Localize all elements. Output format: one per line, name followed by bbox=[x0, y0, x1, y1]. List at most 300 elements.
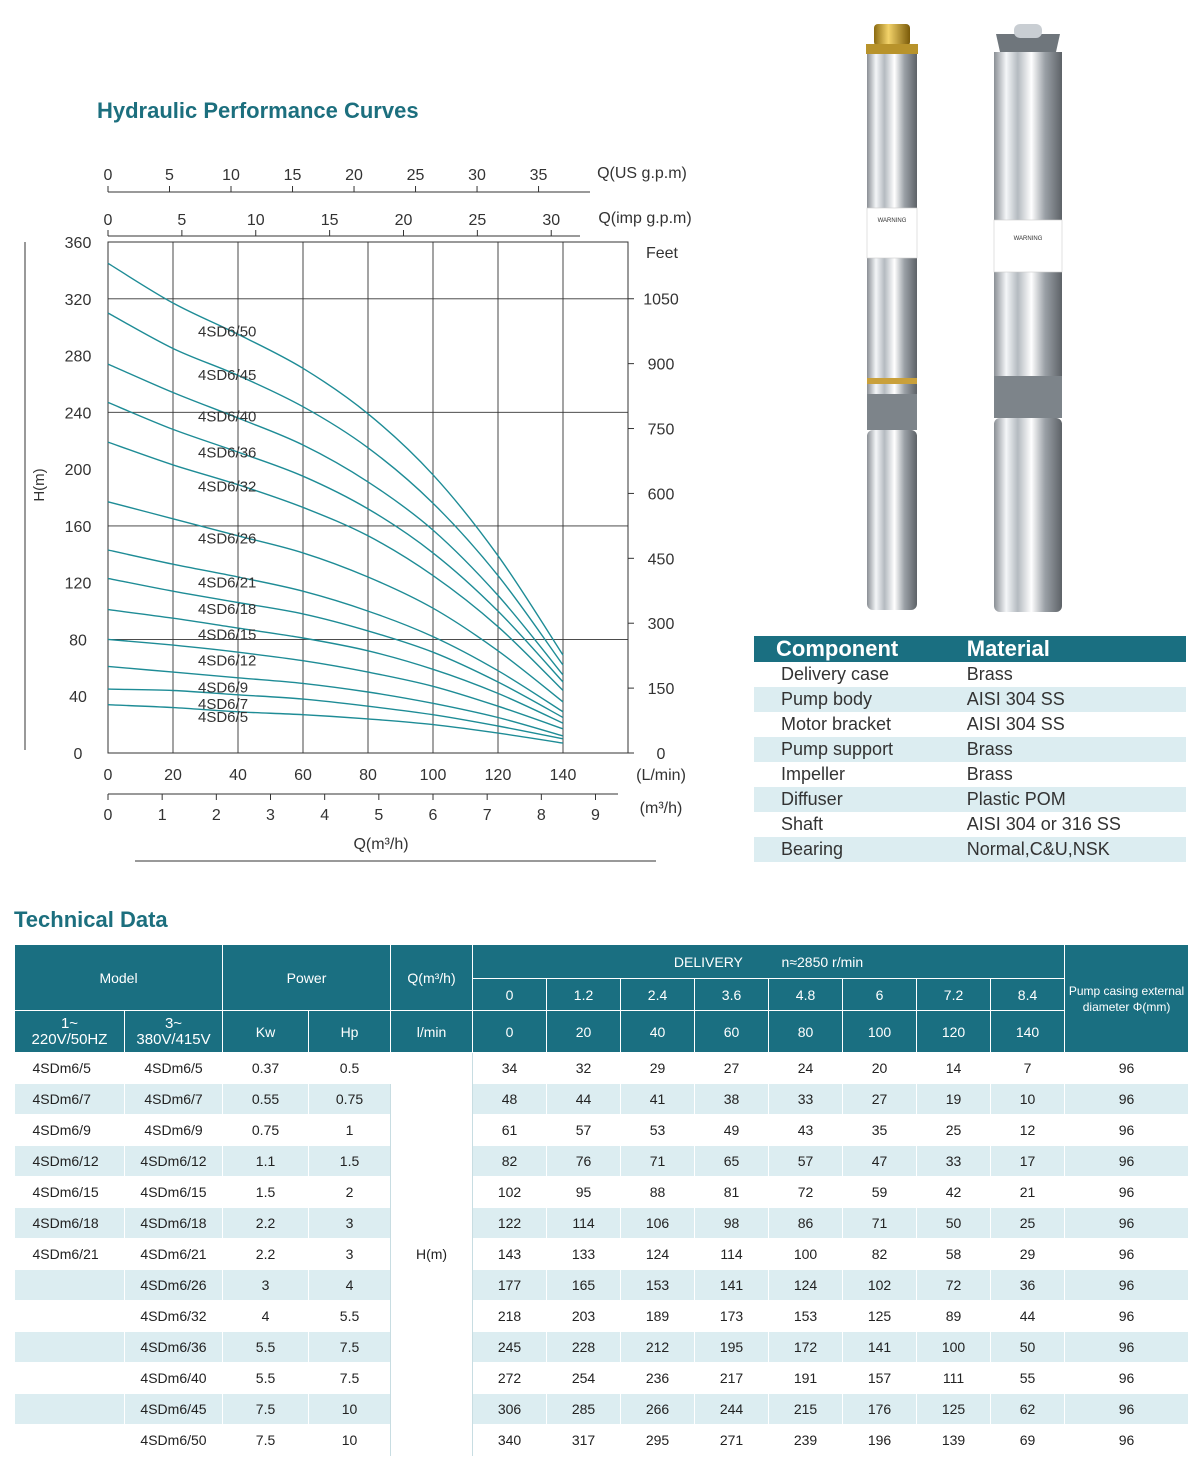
table-cell: 4SDm6/21 bbox=[15, 1239, 125, 1270]
table-row bbox=[15, 1053, 1189, 1084]
table-cell: 10 bbox=[309, 1394, 391, 1425]
table-cell: 239 bbox=[769, 1425, 843, 1456]
q-lmin-header: 0 bbox=[473, 1011, 547, 1053]
table-cell: 218 bbox=[473, 1301, 547, 1332]
table-cell: 2.2 bbox=[223, 1208, 309, 1239]
table-cell: 72 bbox=[769, 1177, 843, 1208]
y-tick-label: 160 bbox=[64, 518, 92, 536]
table-cell: 81 bbox=[695, 1177, 769, 1208]
table-cell: 96 bbox=[1065, 1146, 1189, 1177]
table-cell: 57 bbox=[547, 1115, 621, 1146]
lmin-tick-label: 140 bbox=[549, 767, 577, 784]
table-cell: 0.75 bbox=[223, 1115, 309, 1146]
material-row bbox=[754, 712, 1186, 737]
table-cell: 25 bbox=[917, 1115, 991, 1146]
table-cell bbox=[15, 1301, 125, 1332]
m3h-tick-label: 6 bbox=[428, 807, 438, 824]
table-cell: 36 bbox=[991, 1270, 1065, 1301]
series-label: 4SD6/50 bbox=[198, 323, 257, 341]
series-line-4SD6-50 bbox=[108, 263, 563, 655]
table-row bbox=[15, 1239, 1189, 1270]
lmin-header: l/min bbox=[391, 1011, 473, 1053]
material-row bbox=[754, 762, 1186, 787]
table-cell: 4SDm6/9 bbox=[15, 1115, 125, 1146]
table-cell: 48 bbox=[473, 1084, 547, 1115]
series-label: 4SD6/9 bbox=[198, 679, 249, 697]
material-cell: AISI 304 or 316 SS bbox=[966, 814, 1121, 834]
material-cell: Brass bbox=[966, 764, 1013, 784]
table-cell: 4SDm6/5 bbox=[15, 1053, 125, 1084]
table-cell: 10 bbox=[991, 1084, 1065, 1115]
table-cell bbox=[15, 1394, 125, 1425]
table-row bbox=[15, 1208, 1189, 1239]
pump-left-image bbox=[852, 18, 932, 618]
table-cell: 176 bbox=[843, 1394, 917, 1425]
table-cell: 114 bbox=[547, 1208, 621, 1239]
q-m3h-header: 7.2 bbox=[917, 979, 991, 1011]
table-cell: 29 bbox=[621, 1053, 695, 1084]
table-row bbox=[15, 1332, 1189, 1363]
table-cell: 19 bbox=[917, 1084, 991, 1115]
table-cell: 100 bbox=[769, 1239, 843, 1270]
table-row bbox=[15, 1146, 1189, 1177]
table-cell: 17 bbox=[991, 1146, 1065, 1177]
table-cell: 217 bbox=[695, 1363, 769, 1394]
m3h-tick-label: 4 bbox=[320, 807, 330, 824]
m3h-axis-label: (m³/h) bbox=[639, 800, 683, 817]
table-cell: 125 bbox=[917, 1394, 991, 1425]
series-label: 4SD6/18 bbox=[198, 601, 257, 619]
table-cell: 98 bbox=[695, 1208, 769, 1239]
table-cell: 14 bbox=[917, 1053, 991, 1084]
table-cell: 195 bbox=[695, 1332, 769, 1363]
table-cell: 96 bbox=[1065, 1208, 1189, 1239]
material-cell: Brass bbox=[966, 664, 1013, 684]
m3h-tick-label: 9 bbox=[591, 807, 600, 824]
table-cell: 96 bbox=[1065, 1115, 1189, 1146]
table-cell: 173 bbox=[695, 1301, 769, 1332]
table-cell: 29 bbox=[991, 1239, 1065, 1270]
material-row bbox=[754, 837, 1186, 862]
q-m3h-header: 1.2 bbox=[547, 979, 621, 1011]
technical-title: Technical Data bbox=[14, 907, 168, 932]
q-lmin-header: 120 bbox=[917, 1011, 991, 1053]
table-row bbox=[15, 1177, 1189, 1208]
table-cell: 34 bbox=[473, 1053, 547, 1084]
pump-right-image bbox=[988, 18, 1068, 618]
y-tick-label: 40 bbox=[69, 689, 87, 707]
table-cell: 35 bbox=[843, 1115, 917, 1146]
m3h-tick-label: 2 bbox=[211, 807, 221, 824]
feet-axis-label: Feet bbox=[645, 245, 679, 262]
table-cell: 236 bbox=[621, 1363, 695, 1394]
us-gpm-tick-label: 10 bbox=[222, 167, 240, 184]
us-gpm-tick-label: 0 bbox=[103, 167, 113, 184]
table-cell: 196 bbox=[843, 1425, 917, 1456]
series-label: 4SD6/45 bbox=[198, 367, 257, 385]
table-cell: 245 bbox=[473, 1332, 547, 1363]
y-tick-label: 200 bbox=[64, 462, 92, 480]
series-line-4SD6-45 bbox=[108, 313, 563, 665]
materials-table bbox=[754, 636, 1186, 862]
feet-tick-label: 450 bbox=[647, 551, 675, 569]
table-cell: 5.5 bbox=[223, 1332, 309, 1363]
casing-header: Pump casing external diameter Φ(mm) bbox=[1065, 945, 1189, 1053]
table-cell: 27 bbox=[843, 1084, 917, 1115]
table-cell: 114 bbox=[695, 1239, 769, 1270]
m3h-tick-label: 0 bbox=[103, 807, 113, 824]
material-cell: Normal,C&U,NSK bbox=[955, 837, 1186, 862]
delivery-header: DELIVERY n≈2850 r/min bbox=[473, 945, 1065, 979]
series-label: 4SD6/12 bbox=[198, 652, 257, 670]
table-cell: 55 bbox=[991, 1363, 1065, 1394]
table-cell: 89 bbox=[917, 1301, 991, 1332]
component-cell: Pump body bbox=[754, 687, 955, 712]
table-cell: 4SDm6/45 bbox=[125, 1394, 223, 1425]
table-cell: 58 bbox=[917, 1239, 991, 1270]
lmin-axis-label: (L/min) bbox=[636, 767, 686, 784]
table-cell: 141 bbox=[843, 1332, 917, 1363]
component-cell: Impeller bbox=[781, 764, 846, 784]
y-tick-label: 320 bbox=[64, 291, 92, 309]
table-cell: 7.5 bbox=[223, 1394, 309, 1425]
table-cell: 4SDm6/7 bbox=[125, 1084, 223, 1115]
table-cell: 254 bbox=[547, 1363, 621, 1394]
table-cell: 102 bbox=[473, 1177, 547, 1208]
table-cell: 86 bbox=[769, 1208, 843, 1239]
q-lmin-header: 60 bbox=[695, 1011, 769, 1053]
m3h-tick-label: 5 bbox=[374, 807, 384, 824]
table-cell: 1.1 bbox=[223, 1146, 309, 1177]
y-tick-label: 80 bbox=[69, 632, 87, 650]
table-cell: 153 bbox=[621, 1270, 695, 1301]
table-cell: 44 bbox=[547, 1084, 621, 1115]
table-cell bbox=[15, 1332, 125, 1363]
table-cell: 141 bbox=[695, 1270, 769, 1301]
table-cell: 96 bbox=[1065, 1177, 1189, 1208]
kw-header: Kw bbox=[223, 1011, 309, 1053]
table-cell: 96 bbox=[1065, 1301, 1189, 1332]
table-cell: 3 bbox=[309, 1208, 391, 1239]
table-cell: 43 bbox=[769, 1115, 843, 1146]
y-axis-label: H(m) bbox=[31, 468, 48, 502]
table-cell: 96 bbox=[1065, 1332, 1189, 1363]
table-cell: 271 bbox=[695, 1425, 769, 1456]
q-m3h-header: 8.4 bbox=[991, 979, 1065, 1011]
table-cell: 82 bbox=[473, 1146, 547, 1177]
series-line-4SD6-5 bbox=[108, 705, 563, 743]
table-cell: 272 bbox=[473, 1363, 547, 1394]
us-gpm-tick-label: 30 bbox=[468, 167, 486, 184]
table-cell: 20 bbox=[843, 1053, 917, 1084]
head-unit-cell: H(m) bbox=[391, 1053, 473, 1456]
table-cell: 33 bbox=[769, 1084, 843, 1115]
q-m3h-header: 3.6 bbox=[695, 979, 769, 1011]
technical-data-table bbox=[14, 944, 1189, 1456]
q-lmin-header: 140 bbox=[991, 1011, 1065, 1053]
table-cell: 25 bbox=[991, 1208, 1065, 1239]
table-cell: 42 bbox=[917, 1177, 991, 1208]
table-cell: 1 bbox=[309, 1115, 391, 1146]
q-m3h-header: 4.8 bbox=[769, 979, 843, 1011]
material-header: Material bbox=[955, 636, 1186, 662]
component-cell: Diffuser bbox=[754, 787, 955, 812]
series-label: 4SD6/36 bbox=[198, 444, 257, 462]
table-cell: 32 bbox=[547, 1053, 621, 1084]
q-lmin-header: 100 bbox=[843, 1011, 917, 1053]
hp-header: Hp bbox=[309, 1011, 391, 1053]
table-cell: 4SDm6/26 bbox=[125, 1270, 223, 1301]
table-cell: 122 bbox=[473, 1208, 547, 1239]
table-cell: 3 bbox=[309, 1239, 391, 1270]
table-cell: 96 bbox=[1065, 1270, 1189, 1301]
table-cell: 7 bbox=[991, 1053, 1065, 1084]
material-cell: Brass bbox=[955, 737, 1186, 762]
table-cell: 44 bbox=[991, 1301, 1065, 1332]
table-cell: 59 bbox=[843, 1177, 917, 1208]
table-cell bbox=[15, 1363, 125, 1394]
imp-gpm-axis-label: Q(imp g.p.m) bbox=[598, 210, 692, 227]
table-cell: 125 bbox=[843, 1301, 917, 1332]
material-row bbox=[754, 787, 1186, 812]
lmin-tick-label: 60 bbox=[294, 767, 312, 784]
series-label: 4SD6/15 bbox=[198, 626, 257, 644]
feet-tick-label: 750 bbox=[647, 421, 675, 439]
table-cell: 24 bbox=[769, 1053, 843, 1084]
m3h-tick-label: 8 bbox=[536, 807, 546, 824]
table-cell: 4SDm6/9 bbox=[125, 1115, 223, 1146]
imp-gpm-tick-label: 5 bbox=[177, 212, 187, 229]
model-header: Model bbox=[15, 945, 223, 1011]
feet-tick-label: 900 bbox=[647, 356, 675, 374]
table-cell: 7.5 bbox=[223, 1425, 309, 1456]
imp-gpm-tick-label: 10 bbox=[246, 212, 265, 229]
table-cell: 266 bbox=[621, 1394, 695, 1425]
us-gpm-tick-label: 20 bbox=[345, 167, 363, 184]
component-header: Component bbox=[754, 636, 955, 662]
us-gpm-tick-label: 5 bbox=[165, 167, 174, 184]
performance-chart bbox=[0, 150, 720, 890]
table-cell: 12 bbox=[991, 1115, 1065, 1146]
imp-gpm-tick-label: 0 bbox=[103, 212, 113, 229]
material-row bbox=[754, 812, 1186, 837]
table-cell: 1.5 bbox=[223, 1177, 309, 1208]
component-cell: Motor bracket bbox=[781, 714, 892, 734]
table-row bbox=[15, 1363, 1189, 1394]
lmin-tick-label: 80 bbox=[359, 767, 377, 784]
table-cell: 41 bbox=[621, 1084, 695, 1115]
imp-gpm-tick-label: 15 bbox=[320, 212, 339, 229]
curves-title: Hydraulic Performance Curves bbox=[97, 98, 419, 123]
feet-tick-label: 600 bbox=[647, 486, 675, 504]
table-cell: 4SDm6/15 bbox=[15, 1177, 125, 1208]
table-cell: 27 bbox=[695, 1053, 769, 1084]
table-cell: 4SDm6/18 bbox=[15, 1208, 125, 1239]
table-cell: 21 bbox=[991, 1177, 1065, 1208]
component-cell: Shaft bbox=[781, 814, 824, 834]
imp-gpm-tick-label: 30 bbox=[542, 212, 561, 229]
x-axis-label: Q(m³/h) bbox=[353, 836, 409, 853]
material-cell: Plastic POM bbox=[955, 787, 1186, 812]
series-line-4SD6-32 bbox=[108, 442, 563, 690]
single-phase-header: 1~ 220V/50HZ bbox=[15, 1011, 125, 1053]
m3h-tick-label: 7 bbox=[482, 807, 492, 824]
table-cell: 96 bbox=[1065, 1394, 1189, 1425]
q-lmin-header: 80 bbox=[769, 1011, 843, 1053]
table-cell: 4SDm6/5 bbox=[125, 1053, 223, 1084]
table-cell: 88 bbox=[621, 1177, 695, 1208]
table-cell: 244 bbox=[695, 1394, 769, 1425]
material-row bbox=[754, 737, 1186, 762]
imp-gpm-tick-label: 25 bbox=[468, 212, 487, 229]
table-cell: 124 bbox=[769, 1270, 843, 1301]
table-cell: 62 bbox=[991, 1394, 1065, 1425]
material-row bbox=[754, 687, 1186, 712]
q-header: Q(m³/h) bbox=[391, 945, 473, 1011]
series-label: 4SD6/7 bbox=[198, 696, 249, 714]
y-tick-label: 360 bbox=[64, 235, 92, 252]
pump-right-warning-label: WARNING bbox=[1013, 236, 1043, 242]
feet-tick-label: 150 bbox=[647, 681, 675, 699]
table-cell: 33 bbox=[917, 1146, 991, 1177]
table-cell: 340 bbox=[473, 1425, 547, 1456]
table-cell: 57 bbox=[769, 1146, 843, 1177]
us-gpm-tick-label: 15 bbox=[283, 167, 302, 184]
table-cell: 4SDm6/50 bbox=[125, 1425, 223, 1456]
series-line-4SD6-36 bbox=[108, 402, 563, 682]
table-cell: 71 bbox=[621, 1146, 695, 1177]
table-cell: 0.5 bbox=[309, 1053, 391, 1084]
table-cell: 5.5 bbox=[309, 1301, 391, 1332]
table-cell: 7.5 bbox=[309, 1363, 391, 1394]
table-cell: 111 bbox=[917, 1363, 991, 1394]
chart-series bbox=[108, 263, 563, 743]
table-cell: 7.5 bbox=[309, 1332, 391, 1363]
chart-grid bbox=[108, 242, 628, 753]
table-cell: 96 bbox=[1065, 1239, 1189, 1270]
us-gpm-tick-label: 35 bbox=[529, 167, 548, 184]
lmin-tick-label: 20 bbox=[164, 767, 182, 784]
table-cell: 5.5 bbox=[223, 1363, 309, 1394]
lmin-tick-label: 120 bbox=[484, 767, 512, 784]
component-cell: Bearing bbox=[754, 837, 955, 862]
table-cell: 4 bbox=[309, 1270, 391, 1301]
series-line-4SD6-12 bbox=[108, 639, 563, 729]
table-cell: 71 bbox=[843, 1208, 917, 1239]
table-cell: 47 bbox=[843, 1146, 917, 1177]
table-cell: 50 bbox=[917, 1208, 991, 1239]
table-cell: 4SDm6/40 bbox=[125, 1363, 223, 1394]
table-cell: 189 bbox=[621, 1301, 695, 1332]
component-cell: Pump support bbox=[754, 737, 955, 762]
series-label: 4SD6/5 bbox=[198, 709, 249, 726]
chart-text bbox=[198, 323, 256, 726]
table-cell: 212 bbox=[621, 1332, 695, 1363]
feet-tick-label: 300 bbox=[647, 616, 675, 634]
series-label: 4SD6/32 bbox=[198, 478, 257, 496]
table-cell: 96 bbox=[1065, 1084, 1189, 1115]
table-cell: 4SDm6/12 bbox=[15, 1146, 125, 1177]
table-cell: 0.55 bbox=[223, 1084, 309, 1115]
table-cell: 4SDm6/21 bbox=[125, 1239, 223, 1270]
table-cell: 285 bbox=[547, 1394, 621, 1425]
table-cell: 38 bbox=[695, 1084, 769, 1115]
table-cell: 53 bbox=[621, 1115, 695, 1146]
table-cell: 203 bbox=[547, 1301, 621, 1332]
m3h-tick-label: 1 bbox=[157, 807, 167, 824]
table-cell: 2 bbox=[309, 1177, 391, 1208]
q-m3h-header: 0 bbox=[473, 979, 547, 1011]
table-cell: 157 bbox=[843, 1363, 917, 1394]
table-cell: 4SDm6/7 bbox=[15, 1084, 125, 1115]
table-cell: 133 bbox=[547, 1239, 621, 1270]
table-cell: 3 bbox=[223, 1270, 309, 1301]
table-cell: 96 bbox=[1065, 1425, 1189, 1456]
table-cell: 69 bbox=[991, 1425, 1065, 1456]
us-gpm-axis-label: Q(US g.p.m) bbox=[597, 165, 687, 182]
table-cell: 76 bbox=[547, 1146, 621, 1177]
table-cell: 4SDm6/18 bbox=[125, 1208, 223, 1239]
lmin-tick-label: 100 bbox=[419, 767, 447, 784]
table-cell: 139 bbox=[917, 1425, 991, 1456]
table-cell: 106 bbox=[621, 1208, 695, 1239]
table-cell: 295 bbox=[621, 1425, 695, 1456]
table-row bbox=[15, 1301, 1189, 1332]
q-m3h-header: 6 bbox=[843, 979, 917, 1011]
y-tick-label: 280 bbox=[64, 348, 92, 366]
material-cell: AISI 304 SS bbox=[955, 687, 1186, 712]
table-cell: 4SDm6/12 bbox=[125, 1146, 223, 1177]
table-cell: 153 bbox=[769, 1301, 843, 1332]
lmin-tick-label: 40 bbox=[229, 767, 247, 784]
table-cell: 1.5 bbox=[309, 1146, 391, 1177]
table-cell: 4SDm6/15 bbox=[125, 1177, 223, 1208]
table-cell: 306 bbox=[473, 1394, 547, 1425]
table-cell: 228 bbox=[547, 1332, 621, 1363]
table-cell: 0.75 bbox=[309, 1084, 391, 1115]
imp-gpm-tick-label: 20 bbox=[394, 212, 413, 229]
q-m3h-header: 2.4 bbox=[621, 979, 695, 1011]
table-row bbox=[15, 1425, 1189, 1456]
table-cell: 49 bbox=[695, 1115, 769, 1146]
table-cell: 4 bbox=[223, 1301, 309, 1332]
table-cell: 177 bbox=[473, 1270, 547, 1301]
table-cell: 65 bbox=[695, 1146, 769, 1177]
y-tick-label: 240 bbox=[64, 405, 92, 423]
lmin-tick-label: 0 bbox=[103, 767, 113, 784]
table-cell: 143 bbox=[473, 1239, 547, 1270]
series-label: 4SD6/21 bbox=[198, 574, 257, 592]
table-cell: 50 bbox=[991, 1332, 1065, 1363]
power-header: Power bbox=[223, 945, 391, 1011]
table-row bbox=[15, 1115, 1189, 1146]
table-cell: 124 bbox=[621, 1239, 695, 1270]
table-cell: 96 bbox=[1065, 1363, 1189, 1394]
table-cell bbox=[15, 1425, 125, 1456]
material-row bbox=[754, 662, 1186, 687]
table-cell: 215 bbox=[769, 1394, 843, 1425]
us-gpm-tick-label: 25 bbox=[406, 167, 425, 184]
table-cell: 102 bbox=[843, 1270, 917, 1301]
table-cell: 4SDm6/32 bbox=[125, 1301, 223, 1332]
table-cell: 165 bbox=[547, 1270, 621, 1301]
feet-tick-label: 1050 bbox=[643, 291, 679, 309]
table-cell: 96 bbox=[1065, 1053, 1189, 1084]
q-lmin-header: 20 bbox=[547, 1011, 621, 1053]
table-cell: 61 bbox=[473, 1115, 547, 1146]
table-cell bbox=[15, 1270, 125, 1301]
pump-left-warning-label: WARNING bbox=[877, 218, 907, 224]
